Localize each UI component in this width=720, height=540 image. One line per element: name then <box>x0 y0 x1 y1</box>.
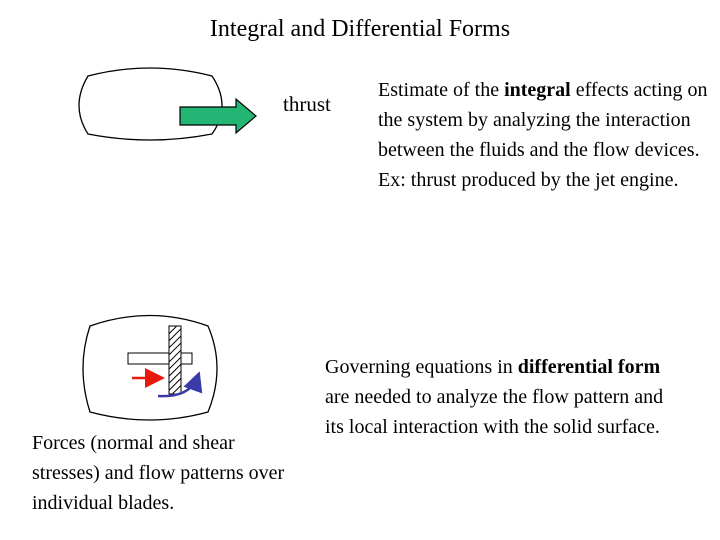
control-volume-bottom <box>83 316 217 421</box>
thrust-label: thrust <box>283 92 331 116</box>
slide-title: Integral and Differential Forms <box>209 16 511 42</box>
integral-description: Estimate of the integral effects acting on the system by analyzing the interaction between the fluids and the flow devices. Ex: thrust produced by the jet engine. <box>378 79 708 191</box>
blades-caption: Forces (normal and shear stresses) and flow patterns over individual blades. <box>32 432 285 514</box>
blade-hub-bar <box>128 353 192 364</box>
blade <box>169 326 181 394</box>
control-volume-top <box>79 68 222 140</box>
differential-description: Governing equations in differential form are needed to analyze the flow pattern and its local interaction with the solid surface. <box>325 356 664 438</box>
